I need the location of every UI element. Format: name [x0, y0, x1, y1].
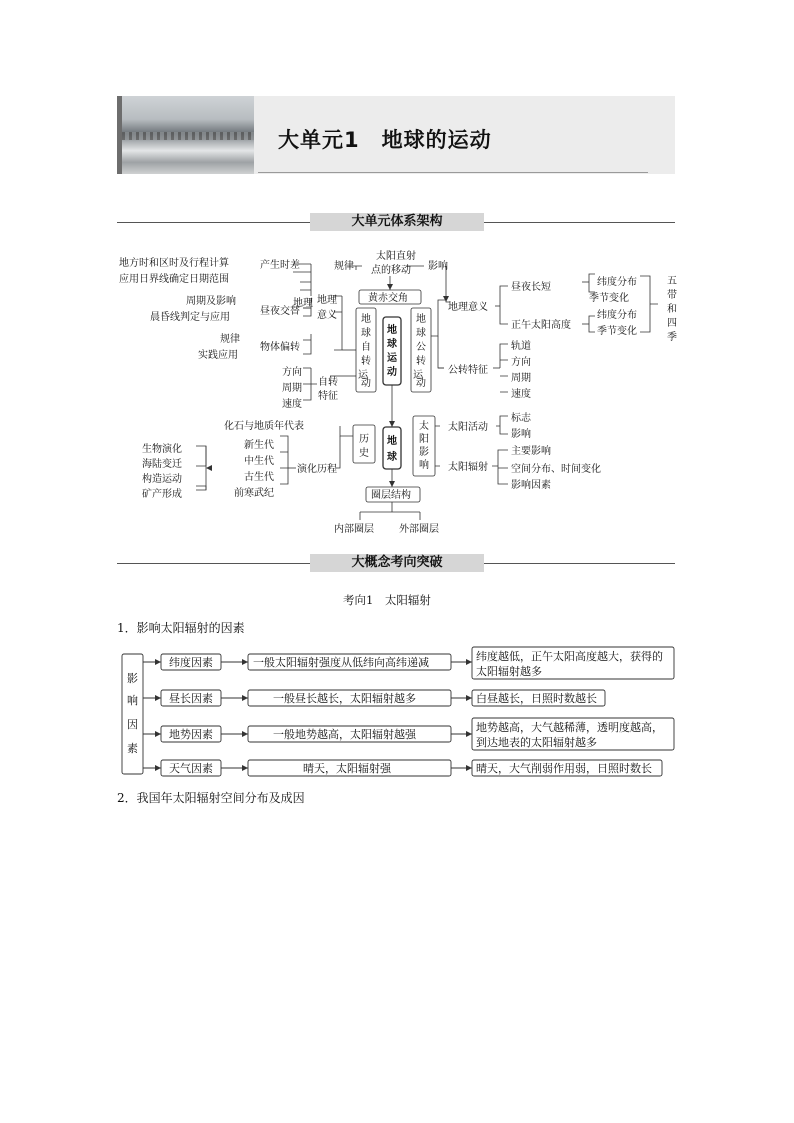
map-nh-item-1: 纬度分布 [597, 310, 637, 321]
map-inner: 内部圈层 [334, 524, 374, 535]
map-sa-item-1: 标志 [511, 413, 531, 424]
svg-text:和: 和 [667, 304, 677, 315]
map-center [387, 323, 398, 378]
map-day-length: 昼夜长短 [511, 282, 551, 293]
map-rot-features-2: 特征 [318, 391, 338, 402]
flow-factor-3: 地势因素 [169, 728, 213, 741]
map-day-night: 昼夜交替 [260, 306, 300, 317]
map-era-1: 新生代 [244, 440, 274, 451]
map-outer: 外部圈层 [399, 524, 439, 535]
map-rot-item-1: 方向 [282, 367, 302, 378]
flow-result-3a: 地势越高，大气越稀薄，透明度越高， [476, 721, 663, 734]
map-dn-item-1: 周期及影响 [186, 296, 236, 307]
svg-text:转: 转 [361, 356, 371, 367]
map-solar-radiation: 太阳辐射 [448, 462, 488, 473]
flow-result-1b: 太阳辐射越多 [476, 665, 542, 678]
map-ecliptic: 黄赤交角 [368, 293, 408, 304]
map-sr-item-3: 影响因素 [511, 480, 551, 491]
map-rev-item-1: 轨道 [511, 341, 531, 352]
section-title: 大单元体系架构 [310, 213, 484, 231]
flow-factor-2: 昼长因素 [169, 692, 213, 705]
svg-text:影: 影 [127, 672, 138, 685]
svg-text:动: 动 [416, 378, 426, 389]
map-geo-meaning-1: 地理 [293, 298, 313, 309]
flow-result-1a: 纬度越低，正午太阳高度越大，获得的 [476, 650, 663, 663]
svg-text:因: 因 [127, 718, 138, 731]
svg-text:响: 响 [419, 460, 429, 471]
svg-text:四: 四 [667, 318, 677, 329]
svg-text:球: 球 [361, 328, 371, 339]
map-impact: 影响 [428, 261, 448, 272]
factors-flow [117, 644, 683, 780]
point-1-title: 1．影响太阳辐射的因素 [117, 621, 245, 635]
direction-title: 考向1 太阳辐射 [343, 593, 431, 607]
flow-rule-2: 一般昼长越长，太阳辐射越多 [273, 692, 416, 705]
svg-text:响: 响 [127, 694, 138, 707]
map-law: 规律 [334, 261, 354, 272]
map-time-item-2: 应用日界线确定日期范围 [119, 274, 229, 285]
svg-text:动: 动 [387, 367, 397, 378]
svg-text:自: 自 [361, 342, 371, 353]
flow-factor-1: 纬度因素 [169, 656, 213, 669]
page-title: 大单元1 地球的运动 [278, 128, 492, 152]
concept-map [110, 240, 690, 540]
svg-text:素: 素 [127, 742, 138, 755]
map-rot-item-3: 速度 [282, 399, 302, 410]
flow-rule-1: 一般太阳辐射强度从低纬向高纬递减 [253, 656, 429, 669]
svg-text:地: 地 [361, 314, 371, 325]
map-direct-2: 点的移动 [371, 265, 411, 276]
map-sa-item-2: 影响 [511, 429, 531, 440]
map-fossil: 化石与地质年代表 [224, 421, 304, 432]
header-photo [122, 96, 254, 174]
map-geo-meaning-2: 意义 [317, 310, 337, 321]
svg-text:运: 运 [358, 370, 368, 381]
map-rev-item-2: 方向 [511, 357, 531, 368]
map-rot-features-1: 自转 [318, 377, 338, 388]
map-rotation [358, 312, 371, 389]
flow-result-4: 晴天，大气削弱作用弱，日照时数长 [476, 762, 652, 775]
map-evo-2: 海陆变迁 [142, 459, 182, 470]
svg-text:带: 带 [667, 290, 677, 301]
map-rev-item-3: 周期 [511, 373, 531, 384]
svg-text:球: 球 [387, 452, 397, 463]
map-sun-influence [419, 419, 429, 471]
svg-text:转: 转 [416, 356, 426, 367]
map-time-diff: 产生时差 [260, 260, 300, 271]
map-rot-item-2: 周期 [282, 383, 302, 394]
svg-text:球: 球 [416, 328, 426, 339]
flow-rule-3: 一般地势越高，太阳辐射越强 [273, 728, 416, 741]
map-rev-features: 公转特征 [448, 365, 488, 376]
map-earth [387, 434, 397, 463]
section-title: 大概念考向突破 [310, 554, 484, 572]
svg-text:太: 太 [419, 421, 429, 432]
svg-text:季: 季 [667, 332, 677, 343]
svg-text:地: 地 [387, 436, 397, 447]
map-dl-item-1: 纬度分布 [597, 277, 637, 288]
map-solar-activity: 太阳活动 [448, 422, 488, 433]
map-sr-item-1: 主要影响 [511, 446, 551, 457]
map-zones [667, 275, 677, 343]
header-underline [258, 172, 648, 173]
svg-text:历: 历 [359, 434, 369, 445]
svg-text:动: 动 [361, 378, 371, 389]
map-evolution: 演化历程 [297, 464, 337, 475]
map-direct-1: 太阳直射 [376, 251, 416, 262]
map-geo-meaning: 地理 [317, 295, 337, 306]
svg-text:运: 运 [413, 370, 423, 381]
map-evo-1: 生物演化 [142, 444, 182, 455]
map-history [359, 433, 369, 459]
map-dn-item-2: 晨昏线判定与应用 [150, 312, 230, 323]
flow-result-3b: 到达地表的太阳辐射越多 [476, 736, 597, 749]
svg-text:公: 公 [416, 342, 426, 353]
svg-text:地: 地 [387, 325, 397, 336]
point-2-title: 2．我国年太阳辐射空间分布及成因 [117, 791, 305, 805]
svg-text:五: 五 [667, 276, 677, 287]
flow-factor-4: 天气因素 [169, 762, 213, 775]
map-rev-item-4: 速度 [511, 389, 531, 400]
map-rev-geo: 地理意义 [448, 302, 488, 313]
map-evo-3: 构造运动 [142, 474, 182, 485]
flow-result-2: 白昼越长，日照时数越长 [476, 692, 597, 705]
map-revolution [413, 312, 426, 389]
flow-root [127, 672, 138, 755]
map-era-4: 前寒武纪 [234, 488, 274, 499]
map-def-item-2: 实践应用 [198, 350, 238, 361]
svg-text:运: 运 [387, 353, 397, 364]
map-era-3: 古生代 [244, 472, 274, 483]
flow-rule-4: 晴天，太阳辐射强 [303, 762, 391, 775]
svg-text:球: 球 [387, 339, 397, 350]
header-accent-bar [117, 96, 122, 174]
map-dl-item-2: 季节变化 [589, 293, 629, 304]
map-noon-height: 正午太阳高度 [511, 320, 571, 331]
map-evo-4: 矿产形成 [142, 489, 182, 500]
svg-text:史: 史 [359, 448, 369, 459]
svg-text:地: 地 [416, 314, 426, 325]
map-nh-item-2: 季节变化 [597, 326, 637, 337]
map-def-item-1: 规律 [220, 334, 240, 345]
map-sr-item-2: 空间分布、时间变化 [511, 464, 601, 475]
svg-text:阳: 阳 [419, 434, 429, 445]
map-era-2: 中生代 [244, 456, 274, 467]
map-time-item-1: 地方时和区时及行程计算 [119, 258, 229, 269]
svg-text:影: 影 [419, 447, 429, 458]
map-layers: 圈层结构 [371, 490, 411, 501]
map-deflection: 物体偏转 [260, 342, 300, 353]
